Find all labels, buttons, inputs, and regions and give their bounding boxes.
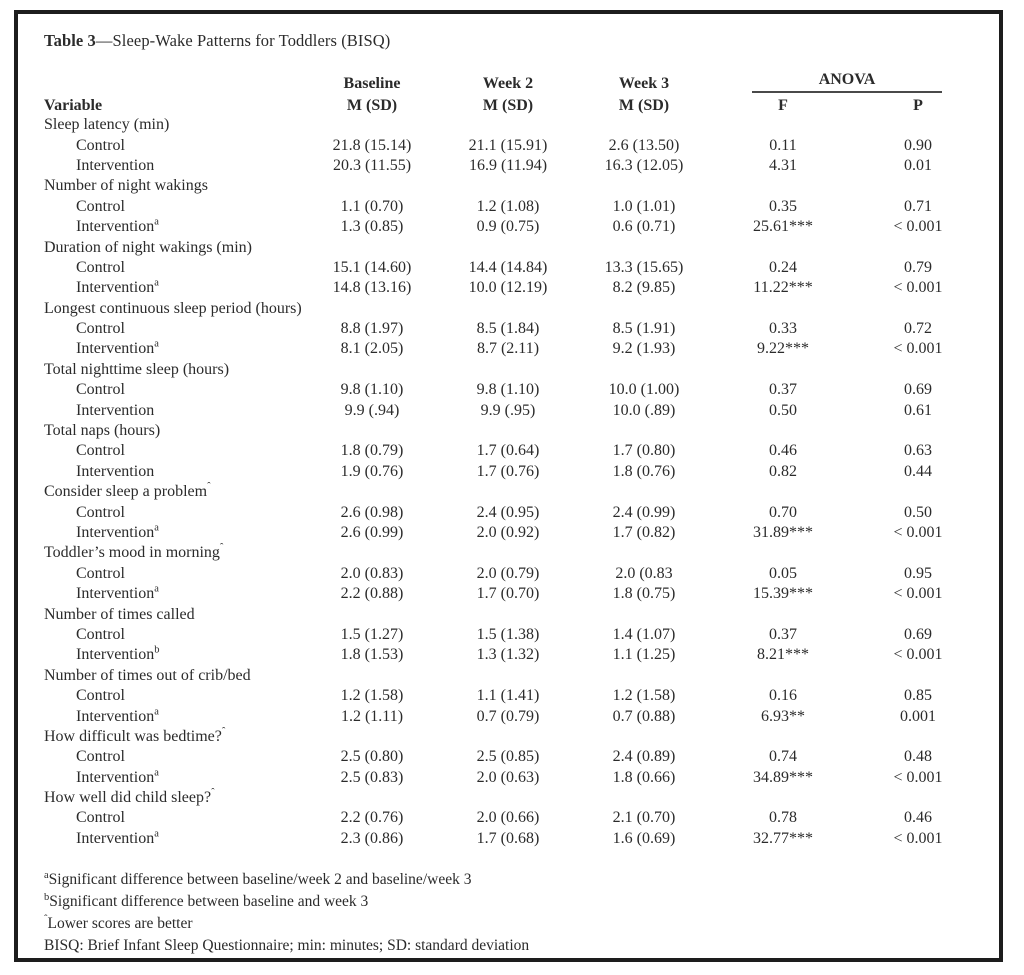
cell-p: 0.48 bbox=[904, 748, 932, 766]
cell-baseline: 1.1 (0.70) bbox=[340, 197, 404, 215]
cell-week3: 1.8 (0.76) bbox=[612, 462, 676, 480]
cell-week3: 9.2 (1.93) bbox=[612, 340, 676, 358]
cell-p: 0.01 bbox=[904, 156, 932, 174]
row-label: Control bbox=[76, 564, 125, 582]
table-row bbox=[32, 339, 982, 359]
header-f: F bbox=[778, 97, 788, 114]
row-label: Intervention$^a$ bbox=[76, 339, 159, 358]
cell-week2: 1.7 (0.70) bbox=[476, 585, 540, 603]
cell-week3: 10.0 (.89) bbox=[612, 401, 676, 419]
header-anova-label: ANOVA bbox=[818, 71, 876, 88]
table-row bbox=[32, 706, 982, 726]
row-label: Control bbox=[76, 381, 125, 399]
group-header-row bbox=[32, 115, 982, 135]
table-row bbox=[32, 625, 982, 645]
cell-week3: 8.5 (1.91) bbox=[612, 320, 676, 338]
table-row bbox=[32, 217, 982, 237]
cell-week3: 0.7 (0.88) bbox=[612, 707, 676, 725]
cell-week2: 10.0 (12.19) bbox=[468, 279, 548, 297]
cell-f: 15.39*** bbox=[753, 585, 813, 603]
cell-baseline: 2.6 (0.98) bbox=[340, 503, 404, 521]
cell-week2: 8.7 (2.11) bbox=[476, 340, 540, 358]
cell-f: 0.11 bbox=[769, 136, 797, 154]
group-label: Number of times out of crib/bed bbox=[44, 666, 251, 684]
cell-baseline: 2.2 (0.88) bbox=[340, 585, 404, 603]
cell-week3: 1.0 (1.01) bbox=[612, 197, 676, 215]
table-number: Table 3 bbox=[44, 31, 96, 50]
row-label: Intervention$^b$ bbox=[76, 645, 160, 664]
cell-p: < 0.001 bbox=[893, 768, 943, 786]
cell-baseline: 2.5 (0.80) bbox=[340, 748, 404, 766]
footnote-marker: a bbox=[154, 583, 159, 595]
header-week3: Week 3 bbox=[618, 75, 670, 92]
cell-week2: 9.8 (1.10) bbox=[476, 381, 540, 399]
table-row bbox=[32, 380, 982, 400]
cell-week2: 1.3 (1.32) bbox=[476, 646, 540, 664]
cell-f: 0.37 bbox=[769, 381, 797, 399]
cell-f: 0.24 bbox=[769, 258, 797, 276]
table-row bbox=[32, 319, 982, 339]
footnote-marker: b bbox=[44, 891, 50, 903]
row-label: Control bbox=[76, 625, 125, 643]
cell-week2: 1.7 (0.64) bbox=[476, 442, 540, 460]
row-label: Intervention bbox=[76, 462, 155, 480]
cell-week3: 1.8 (0.75) bbox=[612, 585, 676, 603]
header-spacer bbox=[32, 71, 304, 93]
row-label: Intervention$^a$ bbox=[76, 277, 159, 297]
header-msd-week2: M (SD) bbox=[482, 97, 534, 114]
cell-baseline: 2.2 (0.76) bbox=[340, 809, 404, 827]
cell-week3: 13.3 (15.65) bbox=[604, 258, 684, 276]
cell-week3: 16.3 (12.05) bbox=[604, 156, 684, 174]
cell-f: 34.89*** bbox=[753, 768, 813, 786]
footnote-marker: a bbox=[154, 216, 159, 228]
group-label: Number of night wakings bbox=[44, 177, 208, 195]
table-row bbox=[32, 462, 982, 482]
group-header-row bbox=[32, 543, 982, 563]
row-label: Intervention$^a$ bbox=[76, 216, 159, 236]
footnote-line: BISQ: Brief Infant Sleep Questionnaire; min: minutes; SD: standard deviation bbox=[44, 937, 530, 955]
row-label: Intervention bbox=[76, 156, 155, 174]
cell-f: 11.22*** bbox=[753, 279, 813, 297]
cell-baseline: 9.8 (1.10) bbox=[340, 381, 404, 399]
row-label: Intervention$^a$ bbox=[76, 767, 159, 786]
cell-week3: 1.1 (1.25) bbox=[612, 646, 676, 664]
cell-week2: 21.1 (15.91) bbox=[468, 136, 548, 154]
cell-f: 0.50 bbox=[769, 401, 797, 419]
cell-week2: 2.0 (0.63) bbox=[476, 768, 540, 786]
cell-baseline: 1.2 (1.58) bbox=[340, 687, 404, 705]
cell-p: < 0.001 bbox=[893, 585, 943, 603]
table-row bbox=[32, 135, 982, 155]
table-row bbox=[32, 156, 982, 176]
cell-week2: 0.7 (0.79) bbox=[476, 707, 540, 725]
cell-baseline: 2.3 (0.86) bbox=[340, 829, 404, 847]
cell-week2: 2.0 (0.66) bbox=[476, 809, 540, 827]
footnote-marker: ˆ bbox=[211, 787, 215, 799]
header-msd-week3: M (SD) bbox=[618, 97, 670, 114]
cell-p: 0.79 bbox=[904, 258, 932, 276]
cell-baseline: 8.8 (1.97) bbox=[340, 320, 404, 338]
cell-f: 0.74 bbox=[769, 748, 797, 766]
cell-p: 0.69 bbox=[904, 381, 932, 399]
cell-baseline: 21.8 (15.14) bbox=[332, 136, 412, 154]
row-label: Intervention$^a$ bbox=[76, 583, 159, 603]
cell-week2: 9.9 (.95) bbox=[480, 401, 536, 419]
footnote-marker: a bbox=[154, 522, 159, 534]
cell-week2: 16.9 (11.94) bbox=[468, 156, 548, 174]
group-header-row bbox=[32, 788, 982, 808]
group-label: How difficult was bedtime?$^ˆ$ bbox=[44, 726, 226, 745]
group-label: Total nighttime sleep (hours) bbox=[44, 360, 230, 378]
group-label: Total naps (hours) bbox=[44, 422, 161, 440]
cell-f: 0.70 bbox=[769, 503, 797, 521]
cell-week2: 1.7 (0.68) bbox=[476, 829, 540, 847]
group-header-row bbox=[32, 299, 982, 319]
table-row bbox=[32, 584, 982, 604]
footnote-marker: a bbox=[154, 706, 159, 718]
cell-baseline: 2.5 (0.83) bbox=[340, 768, 404, 786]
cell-baseline: 15.1 (14.60) bbox=[332, 258, 412, 276]
group-header-row bbox=[32, 176, 982, 196]
cell-p: 0.63 bbox=[904, 442, 932, 460]
cell-p: < 0.001 bbox=[893, 646, 943, 664]
cell-p: 0.61 bbox=[904, 401, 932, 419]
group-header-row bbox=[32, 421, 982, 441]
table-border-box bbox=[14, 10, 1003, 962]
cell-week3: 2.6 (13.50) bbox=[608, 136, 680, 154]
row-label: Intervention$^a$ bbox=[76, 828, 159, 847]
table-row bbox=[32, 400, 982, 420]
cell-f: 0.82 bbox=[769, 462, 797, 480]
cell-p: < 0.001 bbox=[893, 279, 943, 297]
footnote-marker: ˆ bbox=[44, 913, 48, 925]
cell-f: 25.61*** bbox=[753, 218, 813, 236]
header-row-periods bbox=[32, 71, 982, 93]
footnote-marker: b bbox=[154, 645, 160, 657]
footnote-marker: a bbox=[154, 767, 159, 779]
group-label: Sleep latency (min) bbox=[44, 116, 170, 134]
cell-week2: 1.2 (1.08) bbox=[476, 197, 540, 215]
cell-p: 0.85 bbox=[904, 687, 932, 705]
header-anova bbox=[712, 71, 982, 93]
cell-week2: 1.7 (0.76) bbox=[476, 462, 540, 480]
data-table bbox=[32, 71, 982, 849]
group-label: How well did child sleep?$^ˆ$ bbox=[44, 787, 215, 807]
cell-week2: 2.4 (0.95) bbox=[476, 503, 540, 521]
cell-p: 0.001 bbox=[900, 707, 936, 725]
group-header-row bbox=[32, 727, 982, 747]
table-row bbox=[32, 197, 982, 217]
footnote-line: $^b$Significant difference between baseline and week 3 bbox=[44, 891, 369, 911]
cell-week2: 8.5 (1.84) bbox=[476, 320, 540, 338]
table-row bbox=[32, 502, 982, 522]
row-label: Control bbox=[76, 503, 125, 521]
cell-f: 32.77*** bbox=[753, 829, 813, 847]
table-row bbox=[32, 258, 982, 278]
cell-p: 0.44 bbox=[904, 462, 932, 480]
table-row bbox=[32, 523, 982, 543]
cell-week2: 14.4 (14.84) bbox=[468, 258, 548, 276]
group-header-row bbox=[32, 482, 982, 502]
footnotes bbox=[44, 869, 985, 957]
cell-p: 0.72 bbox=[904, 320, 932, 338]
cell-f: 6.93** bbox=[761, 707, 805, 725]
header-p: P bbox=[913, 97, 923, 114]
cell-week2: 1.5 (1.38) bbox=[476, 625, 540, 643]
cell-f: 0.33 bbox=[769, 320, 797, 338]
cell-baseline: 1.9 (0.76) bbox=[340, 462, 404, 480]
cell-week2: 2.5 (0.85) bbox=[476, 748, 540, 766]
cell-p: 0.71 bbox=[904, 197, 932, 215]
cell-p: 0.46 bbox=[904, 809, 932, 827]
cell-baseline: 1.2 (1.11) bbox=[340, 707, 404, 725]
footnote-line: $^ˆ$Lower scores are better bbox=[44, 913, 193, 933]
row-label: Control bbox=[76, 687, 125, 705]
footnote-marker: ˆ bbox=[221, 726, 226, 738]
cell-week3: 2.1 (0.70) bbox=[612, 809, 676, 827]
cell-baseline: 14.8 (13.16) bbox=[332, 279, 412, 297]
table-row bbox=[32, 829, 982, 849]
table-row bbox=[32, 747, 982, 767]
table-row bbox=[32, 686, 982, 706]
row-label: Control bbox=[76, 136, 125, 154]
cell-week3: 1.6 (0.69) bbox=[612, 829, 676, 847]
cell-p: < 0.001 bbox=[893, 829, 943, 847]
cell-baseline: 2.0 (0.83) bbox=[340, 564, 404, 582]
group-label: Duration of night wakings (min) bbox=[44, 238, 252, 256]
table-title bbox=[44, 30, 985, 51]
cell-baseline: 20.3 (11.55) bbox=[332, 156, 412, 174]
cell-f: 8.21*** bbox=[757, 646, 809, 664]
row-label: Control bbox=[76, 258, 125, 276]
cell-baseline: 1.8 (1.53) bbox=[340, 646, 404, 664]
cell-week3: 10.0 (1.00) bbox=[608, 381, 680, 399]
cell-p: < 0.001 bbox=[893, 524, 943, 541]
cell-f: 31.89*** bbox=[753, 524, 813, 541]
row-label: Control bbox=[76, 197, 125, 215]
group-header-row bbox=[32, 360, 982, 380]
cell-week2: 2.0 (0.92) bbox=[476, 524, 540, 541]
group-label: Consider sleep a problem$^ˆ$ bbox=[44, 481, 211, 501]
footnote-marker: a bbox=[44, 869, 49, 881]
header-msd-baseline: M (SD) bbox=[346, 97, 398, 114]
cell-baseline: 8.1 (2.05) bbox=[340, 340, 404, 358]
cell-f: 0.35 bbox=[769, 197, 797, 215]
table-row bbox=[32, 441, 982, 461]
cell-p: < 0.001 bbox=[893, 218, 943, 236]
row-label: Intervention$^a$ bbox=[76, 522, 159, 541]
footnote-marker: a bbox=[154, 828, 159, 840]
cell-f: 0.16 bbox=[769, 687, 797, 705]
cell-week3: 1.2 (1.58) bbox=[612, 687, 676, 705]
row-label: Control bbox=[76, 809, 125, 827]
cell-week3: 2.0 (0.83 bbox=[615, 564, 673, 582]
group-label: Longest continuous sleep period (hours) bbox=[44, 299, 302, 317]
row-label: Control bbox=[76, 442, 125, 460]
cell-baseline: 9.9 (.94) bbox=[344, 401, 400, 419]
group-label: Toddler’s mood in morning$^ˆ$ bbox=[44, 543, 224, 562]
footnote-marker: ˆ bbox=[219, 543, 224, 555]
row-label: Intervention$^a$ bbox=[76, 706, 159, 725]
cell-f: 4.31 bbox=[769, 156, 797, 174]
anova-underline bbox=[752, 71, 942, 93]
footnote-marker: a bbox=[154, 339, 159, 351]
cell-week2: 1.1 (1.41) bbox=[476, 687, 540, 705]
cell-week3: 2.4 (0.89) bbox=[612, 748, 676, 766]
table-header bbox=[32, 71, 982, 115]
table-row bbox=[32, 278, 982, 298]
cell-p: 0.69 bbox=[904, 625, 932, 643]
table-row bbox=[32, 564, 982, 584]
group-header-row bbox=[32, 666, 982, 686]
cell-p: 0.50 bbox=[904, 503, 932, 521]
table-row bbox=[32, 808, 982, 828]
header-week2: Week 2 bbox=[482, 75, 534, 92]
cell-week3: 0.6 (0.71) bbox=[612, 218, 676, 236]
cell-p: < 0.001 bbox=[893, 340, 943, 358]
cell-baseline: 1.8 (0.79) bbox=[340, 442, 404, 460]
cell-f: 0.37 bbox=[769, 625, 797, 643]
cell-week3: 1.7 (0.80) bbox=[612, 442, 676, 460]
cell-f: 0.78 bbox=[769, 809, 797, 827]
table-row bbox=[32, 645, 982, 665]
group-header-row bbox=[32, 237, 982, 257]
row-label: Control bbox=[76, 748, 125, 766]
cell-f: 0.05 bbox=[769, 564, 797, 582]
header-row-stats bbox=[32, 93, 982, 115]
cell-f: 0.46 bbox=[769, 442, 797, 460]
group-header-row bbox=[32, 604, 982, 624]
cell-week3: 1.7 (0.82) bbox=[612, 524, 676, 541]
header-variable: Variable bbox=[44, 97, 103, 114]
cell-baseline: 2.6 (0.99) bbox=[340, 524, 404, 541]
cell-week3: 2.4 (0.99) bbox=[612, 503, 676, 521]
cell-baseline: 1.5 (1.27) bbox=[340, 625, 404, 643]
group-label: Number of times called bbox=[44, 605, 195, 623]
cell-baseline: 1.3 (0.85) bbox=[340, 218, 404, 236]
cell-week2: 2.0 (0.79) bbox=[476, 564, 540, 582]
table-body bbox=[32, 115, 982, 849]
header-baseline: Baseline bbox=[343, 75, 401, 92]
cell-week2: 0.9 (0.75) bbox=[476, 218, 540, 236]
footnote-line: $^a$Significant difference between baseline/week 2 and baseline/week 3 bbox=[44, 869, 472, 889]
cell-week3: 8.2 (9.85) bbox=[612, 279, 676, 297]
row-label: Intervention bbox=[76, 401, 155, 419]
cell-f: 9.22*** bbox=[757, 340, 809, 358]
cell-week3: 1.4 (1.07) bbox=[612, 625, 676, 643]
footnote-marker: ˆ bbox=[207, 481, 211, 493]
cell-p: 0.95 bbox=[904, 564, 932, 582]
footnote-marker: a bbox=[154, 277, 159, 289]
table-row bbox=[32, 768, 982, 788]
table-title-text: —Sleep-Wake Patterns for Toddlers (BISQ) bbox=[95, 31, 391, 50]
cell-p: 0.90 bbox=[904, 136, 932, 154]
cell-week3: 1.8 (0.66) bbox=[612, 768, 676, 786]
row-label: Control bbox=[76, 320, 125, 338]
